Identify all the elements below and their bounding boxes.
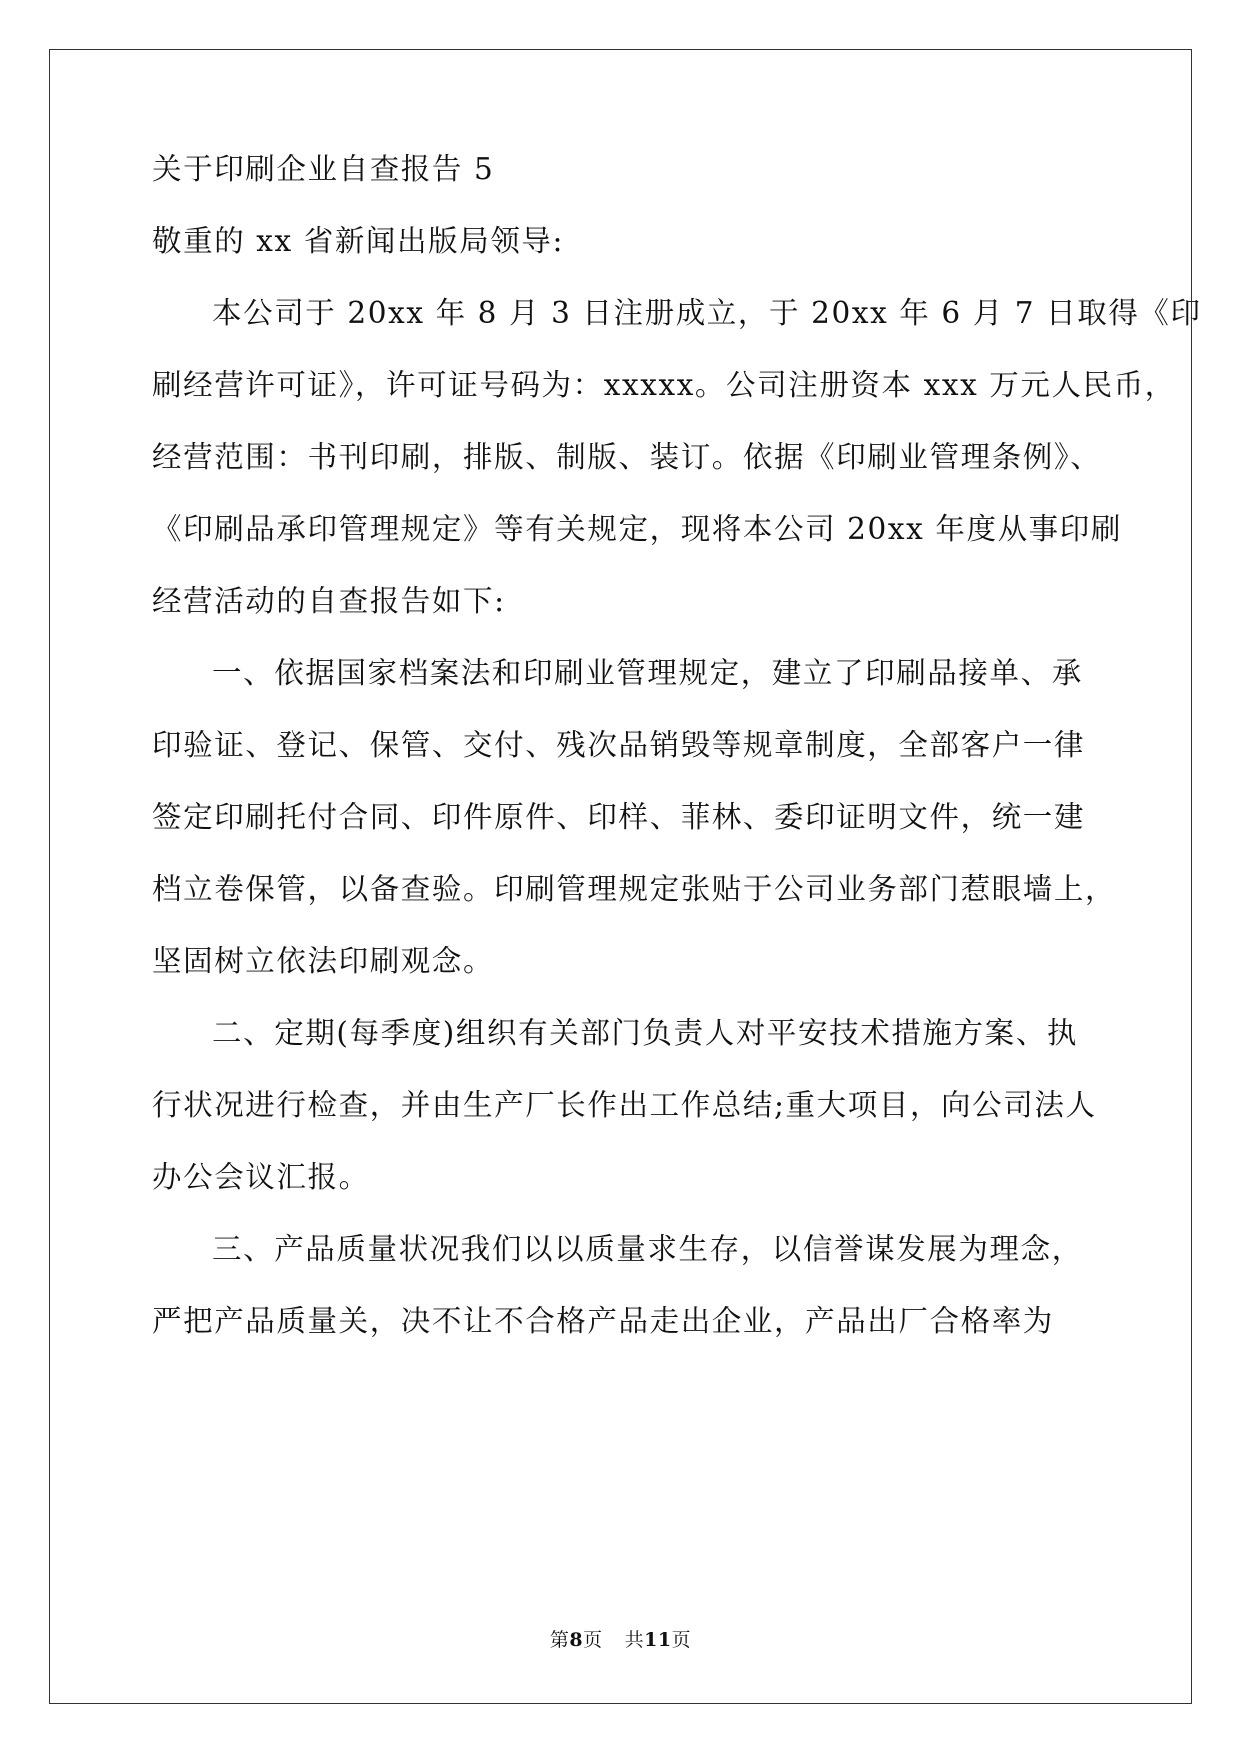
page-prefix: 第 — [549, 1629, 570, 1651]
paragraph-line: 办公会议汇报。 — [152, 1160, 370, 1194]
paragraph-line: 坚固树立依法印刷观念。 — [152, 944, 495, 978]
total-suffix: 页 — [671, 1629, 692, 1651]
paragraph-line: 经营活动的自查报告如下: — [152, 584, 506, 618]
paragraph-line: 印验证、登记、保管、交付、残次品销毁等规章制度，全部客户一律 — [152, 728, 1086, 762]
current-page-number: 8 — [569, 1629, 584, 1651]
paragraph-line: 二、定期(每季度)组织有关部门负责人对平安技术措施方案、执 — [212, 1016, 1078, 1050]
paragraph-line: 一、依据国家档案法和印刷业管理规定，建立了印刷品接单、承 — [212, 656, 1083, 690]
paragraph-line: 行状况进行检查，并由生产厂长作出工作总结;重大项目，向公司法人 — [152, 1088, 1097, 1122]
page-footer — [0, 1628, 1241, 1652]
paragraph-line: 经营范围：书刊印刷，排版、制版、装订。依据《印刷业管理条例》、 — [152, 440, 1102, 474]
salutation: 敬重的 xx 省新闻出版局领导: — [152, 224, 565, 258]
paragraph-line: 刷经营许可证》，许可证号码为：xxxxx。公司注册资本 xxx 万元人民币， — [152, 368, 1176, 402]
page-suffix: 页 — [583, 1629, 603, 1651]
total-prefix: 共 — [624, 1629, 645, 1651]
document-title: 关于印刷企业自查报告 5 — [152, 152, 495, 186]
paragraph-line: 本公司于 20xx 年 8 月 3 日注册成立，于 20xx 年 6 月 7 日取得《印 — [212, 296, 1202, 330]
paragraph-line: 严把产品质量关，决不让不合格产品走出企业，产品出厂合格率为 — [152, 1304, 1054, 1338]
paragraph-line: 《印刷品承印管理规定》等有关规定，现将本公司 20xx 年度从事印刷 — [152, 512, 1122, 546]
paragraph-line: 签定印刷托付合同、印件原件、印样、菲林、委印证明文件，统一建 — [152, 800, 1086, 834]
total-page-number: 11 — [644, 1629, 672, 1651]
paragraph-line: 三、产品质量状况我们以以质量求生存，以信誉谋发展为理念， — [212, 1232, 1083, 1266]
paragraph-line: 档立卷保管，以备查验。印刷管理规定张贴于公司业务部门惹眼墙上， — [152, 872, 1117, 906]
